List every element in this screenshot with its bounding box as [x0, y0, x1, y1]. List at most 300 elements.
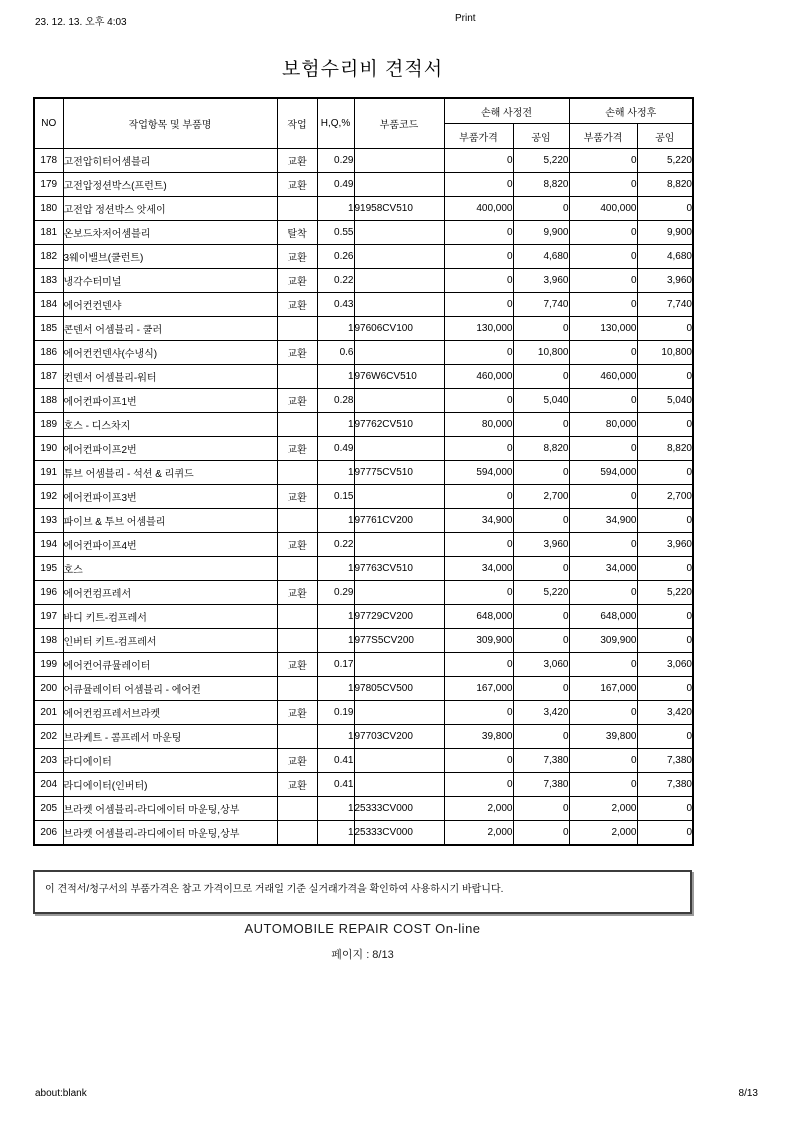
labor-after: 0	[637, 197, 693, 221]
hq-percent: 1	[317, 365, 354, 389]
part-price-before: 39,800	[444, 725, 513, 749]
row-no: 184	[34, 293, 63, 317]
part-price-after: 0	[569, 653, 637, 677]
work-type	[277, 197, 317, 221]
work-type: 탈착	[277, 221, 317, 245]
table-row	[34, 149, 693, 173]
part-price-after: 0	[569, 749, 637, 773]
part-code: 97775CV510	[354, 461, 444, 485]
part-code: 97805CV500	[354, 677, 444, 701]
labor-before: 3,060	[513, 653, 569, 677]
table-row	[34, 413, 693, 437]
item-name: 에어컨컨덴샤(수냉식)	[63, 341, 277, 365]
work-type: 교환	[277, 173, 317, 197]
work-type	[277, 413, 317, 437]
hq-percent: 0.28	[317, 389, 354, 413]
table-row	[34, 821, 693, 846]
labor-after: 0	[637, 677, 693, 701]
part-code: 97703CV200	[354, 725, 444, 749]
hq-percent: 1	[317, 797, 354, 821]
repair-estimate-table	[33, 97, 694, 846]
row-no: 186	[34, 341, 63, 365]
item-name: 고전압 정션박스 앗세이	[63, 197, 277, 221]
hq-percent: 1	[317, 413, 354, 437]
part-price-before: 0	[444, 653, 513, 677]
row-no: 198	[34, 629, 63, 653]
part-code: 97762CV510	[354, 413, 444, 437]
part-code: 97763CV510	[354, 557, 444, 581]
labor-before: 8,820	[513, 173, 569, 197]
part-price-after: 0	[569, 389, 637, 413]
hq-percent: 0.22	[317, 533, 354, 557]
item-name: 에어컨파이프3번	[63, 485, 277, 509]
part-price-after: 34,000	[569, 557, 637, 581]
part-price-after: 460,000	[569, 365, 637, 389]
item-name: 온보드차저어셈블리	[63, 221, 277, 245]
work-type	[277, 677, 317, 701]
hq-percent: 0.41	[317, 749, 354, 773]
table-row	[34, 365, 693, 389]
part-code: 25333CV000	[354, 821, 444, 846]
part-code	[354, 221, 444, 245]
part-code	[354, 773, 444, 797]
labor-after: 3,960	[637, 533, 693, 557]
labor-after: 10,800	[637, 341, 693, 365]
labor-before: 7,380	[513, 749, 569, 773]
item-name: 냉각수터미널	[63, 269, 277, 293]
row-no: 185	[34, 317, 63, 341]
row-no: 205	[34, 797, 63, 821]
hq-percent: 0.55	[317, 221, 354, 245]
table-row	[34, 317, 693, 341]
item-name: 인버터 키트-컴프레서	[63, 629, 277, 653]
table-row	[34, 629, 693, 653]
table-row	[34, 341, 693, 365]
table-row	[34, 797, 693, 821]
hq-percent: 0.26	[317, 245, 354, 269]
item-name: 에어컨어큐뮬레이터	[63, 653, 277, 677]
item-name: 어큐뮬레이터 어셈블리 - 에어컨	[63, 677, 277, 701]
row-no: 193	[34, 509, 63, 533]
part-price-before: 0	[444, 149, 513, 173]
labor-after: 0	[637, 605, 693, 629]
hq-percent: 1	[317, 197, 354, 221]
labor-before: 4,680	[513, 245, 569, 269]
row-no: 195	[34, 557, 63, 581]
labor-after: 9,900	[637, 221, 693, 245]
part-price-after: 400,000	[569, 197, 637, 221]
row-no: 199	[34, 653, 63, 677]
labor-before: 8,820	[513, 437, 569, 461]
row-no: 179	[34, 173, 63, 197]
hq-percent: 1	[317, 605, 354, 629]
part-code: 97729CV200	[354, 605, 444, 629]
table-row	[34, 773, 693, 797]
labor-after: 0	[637, 797, 693, 821]
labor-after: 0	[637, 317, 693, 341]
work-type: 교환	[277, 701, 317, 725]
table-row	[34, 605, 693, 629]
row-no: 181	[34, 221, 63, 245]
hq-percent: 0.29	[317, 149, 354, 173]
part-price-after: 0	[569, 533, 637, 557]
col-header-labor-after: 공임	[637, 124, 693, 149]
work-type: 교환	[277, 437, 317, 461]
labor-before: 10,800	[513, 341, 569, 365]
item-name: 에어컨컴프레서	[63, 581, 277, 605]
item-name: 컨덴서 어셈블리-워터	[63, 365, 277, 389]
row-no: 188	[34, 389, 63, 413]
part-price-before: 0	[444, 533, 513, 557]
part-code	[354, 341, 444, 365]
row-no: 189	[34, 413, 63, 437]
part-code: 25333CV000	[354, 797, 444, 821]
table-row	[34, 197, 693, 221]
labor-before: 0	[513, 557, 569, 581]
item-name: 에어컨파이프2번	[63, 437, 277, 461]
part-price-after: 0	[569, 485, 637, 509]
labor-after: 5,040	[637, 389, 693, 413]
part-price-after: 0	[569, 245, 637, 269]
work-type	[277, 725, 317, 749]
work-type: 교환	[277, 581, 317, 605]
item-name: 호스	[63, 557, 277, 581]
labor-before: 7,380	[513, 773, 569, 797]
item-name: 바디 키트-컴프레서	[63, 605, 277, 629]
item-name: 에어컨컴프레서브라켓	[63, 701, 277, 725]
hq-percent: 0.41	[317, 773, 354, 797]
part-code	[354, 149, 444, 173]
part-price-before: 34,000	[444, 557, 513, 581]
item-name: 라디에이터(인버터)	[63, 773, 277, 797]
notice-box	[33, 870, 692, 914]
part-price-after: 0	[569, 581, 637, 605]
row-no: 204	[34, 773, 63, 797]
labor-after: 0	[637, 725, 693, 749]
part-price-after: 0	[569, 221, 637, 245]
part-price-after: 130,000	[569, 317, 637, 341]
labor-after: 5,220	[637, 581, 693, 605]
item-name: 라디에이터	[63, 749, 277, 773]
part-price-after: 0	[569, 437, 637, 461]
labor-after: 0	[637, 365, 693, 389]
part-price-after: 309,900	[569, 629, 637, 653]
part-price-after: 34,900	[569, 509, 637, 533]
labor-after: 8,820	[637, 437, 693, 461]
work-type	[277, 629, 317, 653]
work-type	[277, 605, 317, 629]
labor-after: 0	[637, 509, 693, 533]
item-name: 3웨이밸브(쿨런트)	[63, 245, 277, 269]
part-price-after: 0	[569, 701, 637, 725]
table-row	[34, 653, 693, 677]
labor-before: 3,960	[513, 269, 569, 293]
row-no: 196	[34, 581, 63, 605]
part-code: 97761CV200	[354, 509, 444, 533]
table-row	[34, 485, 693, 509]
part-price-before: 80,000	[444, 413, 513, 437]
hq-percent: 0.15	[317, 485, 354, 509]
hq-percent: 1	[317, 629, 354, 653]
work-type: 교환	[277, 389, 317, 413]
row-no: 194	[34, 533, 63, 557]
row-no: 182	[34, 245, 63, 269]
col-header-item: 작업항목 및 부품명	[63, 98, 277, 149]
hq-percent: 0.17	[317, 653, 354, 677]
table-row	[34, 389, 693, 413]
hq-percent: 1	[317, 725, 354, 749]
labor-before: 5,040	[513, 389, 569, 413]
item-name: 콘덴서 어셈블리 - 쿨러	[63, 317, 277, 341]
part-code	[354, 533, 444, 557]
part-price-after: 0	[569, 269, 637, 293]
part-price-before: 0	[444, 245, 513, 269]
labor-after: 0	[637, 821, 693, 846]
part-price-before: 0	[444, 221, 513, 245]
part-price-before: 648,000	[444, 605, 513, 629]
table-row	[34, 677, 693, 701]
labor-before: 0	[513, 365, 569, 389]
col-header-part-code: 부품코드	[354, 98, 444, 149]
labor-before: 7,740	[513, 293, 569, 317]
item-name: 호스 - 디스차지	[63, 413, 277, 437]
work-type: 교환	[277, 245, 317, 269]
item-name: 브라켓 어셈블리-라디에이터 마운팅,상부	[63, 821, 277, 846]
part-price-before: 400,000	[444, 197, 513, 221]
part-price-before: 0	[444, 269, 513, 293]
table-row	[34, 461, 693, 485]
part-code	[354, 245, 444, 269]
part-price-after: 2,000	[569, 821, 637, 846]
hq-percent: 0.6	[317, 341, 354, 365]
col-header-part-price-before: 부품가격	[444, 124, 513, 149]
labor-before: 0	[513, 605, 569, 629]
work-type	[277, 557, 317, 581]
labor-before: 0	[513, 197, 569, 221]
labor-before: 0	[513, 629, 569, 653]
row-no: 190	[34, 437, 63, 461]
row-no: 180	[34, 197, 63, 221]
table-row	[34, 749, 693, 773]
labor-after: 5,220	[637, 149, 693, 173]
labor-after: 2,700	[637, 485, 693, 509]
part-code	[354, 653, 444, 677]
part-price-after: 0	[569, 341, 637, 365]
print-header-title: Print	[455, 13, 476, 24]
part-price-before: 0	[444, 173, 513, 197]
document-title: 보험수리비 견적서	[281, 59, 444, 80]
labor-after: 3,960	[637, 269, 693, 293]
labor-before: 0	[513, 797, 569, 821]
service-name: AUTOMOBILE REPAIR COST On-line	[244, 921, 481, 936]
item-name: 브라케트 - 콤프레서 마운팅	[63, 725, 277, 749]
labor-after: 4,680	[637, 245, 693, 269]
labor-before: 2,700	[513, 485, 569, 509]
print-footer-page: 8/13	[738, 1088, 758, 1099]
part-price-after: 648,000	[569, 605, 637, 629]
part-price-after: 0	[569, 293, 637, 317]
labor-before: 0	[513, 461, 569, 485]
table-row	[34, 221, 693, 245]
labor-before: 0	[513, 509, 569, 533]
labor-after: 0	[637, 461, 693, 485]
row-no: 201	[34, 701, 63, 725]
item-name: 에어컨컨덴샤	[63, 293, 277, 317]
table-row	[34, 557, 693, 581]
work-type: 교환	[277, 341, 317, 365]
table-row	[34, 245, 693, 269]
part-code	[354, 389, 444, 413]
labor-before: 0	[513, 725, 569, 749]
labor-after: 0	[637, 629, 693, 653]
part-price-before: 460,000	[444, 365, 513, 389]
part-code	[354, 437, 444, 461]
hq-percent: 0.49	[317, 437, 354, 461]
item-name: 에어컨파이프1번	[63, 389, 277, 413]
work-type	[277, 317, 317, 341]
labor-before: 0	[513, 413, 569, 437]
hq-percent: 1	[317, 317, 354, 341]
table-row	[34, 293, 693, 317]
work-type	[277, 797, 317, 821]
labor-after: 0	[637, 557, 693, 581]
labor-before: 5,220	[513, 149, 569, 173]
part-code	[354, 581, 444, 605]
row-no: 187	[34, 365, 63, 389]
hq-percent: 1	[317, 677, 354, 701]
part-price-before: 0	[444, 341, 513, 365]
item-name: 튜브 어셈블리 - 석션 & 리퀴드	[63, 461, 277, 485]
work-type: 교환	[277, 773, 317, 797]
table-body	[34, 149, 693, 846]
part-code	[354, 173, 444, 197]
row-no: 191	[34, 461, 63, 485]
part-price-after: 167,000	[569, 677, 637, 701]
part-code: 976W6CV510	[354, 365, 444, 389]
work-type	[277, 821, 317, 846]
table-row	[34, 701, 693, 725]
part-code	[354, 269, 444, 293]
work-type: 교환	[277, 533, 317, 557]
part-price-after: 39,800	[569, 725, 637, 749]
work-type: 교환	[277, 269, 317, 293]
labor-before: 9,900	[513, 221, 569, 245]
notice-text: 이 견적서/청구서의 부품가격은 참고 가격이므로 거래일 기준 실거래가격을 확인하여 사용하시기 바랍니다.	[45, 884, 504, 895]
item-name: 브라켓 어셈블리-라디에이터 마운팅,상부	[63, 797, 277, 821]
part-code: 97606CV100	[354, 317, 444, 341]
part-price-before: 130,000	[444, 317, 513, 341]
work-type	[277, 365, 317, 389]
hq-percent: 1	[317, 557, 354, 581]
print-header-datetime: 23. 12. 13. 오후 4:03	[35, 17, 127, 28]
row-no: 206	[34, 821, 63, 846]
part-code	[354, 485, 444, 509]
labor-before: 3,420	[513, 701, 569, 725]
part-price-before: 0	[444, 581, 513, 605]
labor-after: 3,420	[637, 701, 693, 725]
col-header-part-price-after: 부품가격	[569, 124, 637, 149]
table-row	[34, 269, 693, 293]
part-code	[354, 293, 444, 317]
part-price-before: 167,000	[444, 677, 513, 701]
part-code: 91958CV510	[354, 197, 444, 221]
part-price-before: 0	[444, 437, 513, 461]
table-header	[34, 98, 693, 149]
part-price-before: 0	[444, 485, 513, 509]
labor-after: 0	[637, 413, 693, 437]
part-code: 977S5CV200	[354, 629, 444, 653]
part-price-before: 594,000	[444, 461, 513, 485]
work-type: 교환	[277, 149, 317, 173]
row-no: 202	[34, 725, 63, 749]
work-type: 교환	[277, 485, 317, 509]
work-type	[277, 461, 317, 485]
hq-percent: 0.29	[317, 581, 354, 605]
item-name: 고전압정션박스(프런트)	[63, 173, 277, 197]
row-no: 178	[34, 149, 63, 173]
part-code	[354, 701, 444, 725]
row-no: 197	[34, 605, 63, 629]
labor-before: 5,220	[513, 581, 569, 605]
work-type: 교환	[277, 749, 317, 773]
part-price-before: 0	[444, 773, 513, 797]
part-price-before: 34,900	[444, 509, 513, 533]
part-price-before: 0	[444, 701, 513, 725]
labor-after: 7,380	[637, 773, 693, 797]
col-header-labor-before: 공임	[513, 124, 569, 149]
part-price-before: 309,900	[444, 629, 513, 653]
row-no: 200	[34, 677, 63, 701]
part-price-after: 0	[569, 173, 637, 197]
labor-before: 0	[513, 317, 569, 341]
hq-percent: 0.19	[317, 701, 354, 725]
part-price-before: 0	[444, 389, 513, 413]
table-row	[34, 533, 693, 557]
work-type	[277, 509, 317, 533]
work-type: 교환	[277, 653, 317, 677]
part-price-before: 0	[444, 293, 513, 317]
labor-before: 0	[513, 821, 569, 846]
row-no: 183	[34, 269, 63, 293]
print-footer-url: about:blank	[35, 1088, 87, 1099]
col-group-before-assessment: 손해 사정전	[444, 98, 569, 124]
item-name: 파이브 & 투브 어셈블리	[63, 509, 277, 533]
hq-percent: 1	[317, 821, 354, 846]
item-name: 고전압히터어셈블리	[63, 149, 277, 173]
page-indicator: 페이지 : 8/13	[331, 949, 394, 961]
work-type: 교환	[277, 293, 317, 317]
labor-before: 0	[513, 677, 569, 701]
labor-after: 7,380	[637, 749, 693, 773]
hq-percent: 1	[317, 509, 354, 533]
col-header-hq: H,Q,%	[317, 98, 354, 149]
row-no: 192	[34, 485, 63, 509]
table-row	[34, 509, 693, 533]
table-row	[34, 437, 693, 461]
part-price-after: 0	[569, 773, 637, 797]
labor-after: 8,820	[637, 173, 693, 197]
item-name: 에어컨파이프4번	[63, 533, 277, 557]
part-price-after: 594,000	[569, 461, 637, 485]
hq-percent: 0.22	[317, 269, 354, 293]
hq-percent: 0.49	[317, 173, 354, 197]
table-row	[34, 581, 693, 605]
col-group-after-assessment: 손해 사정후	[569, 98, 693, 124]
part-price-before: 0	[444, 749, 513, 773]
part-price-after: 2,000	[569, 797, 637, 821]
hq-percent: 1	[317, 461, 354, 485]
table-row	[34, 173, 693, 197]
